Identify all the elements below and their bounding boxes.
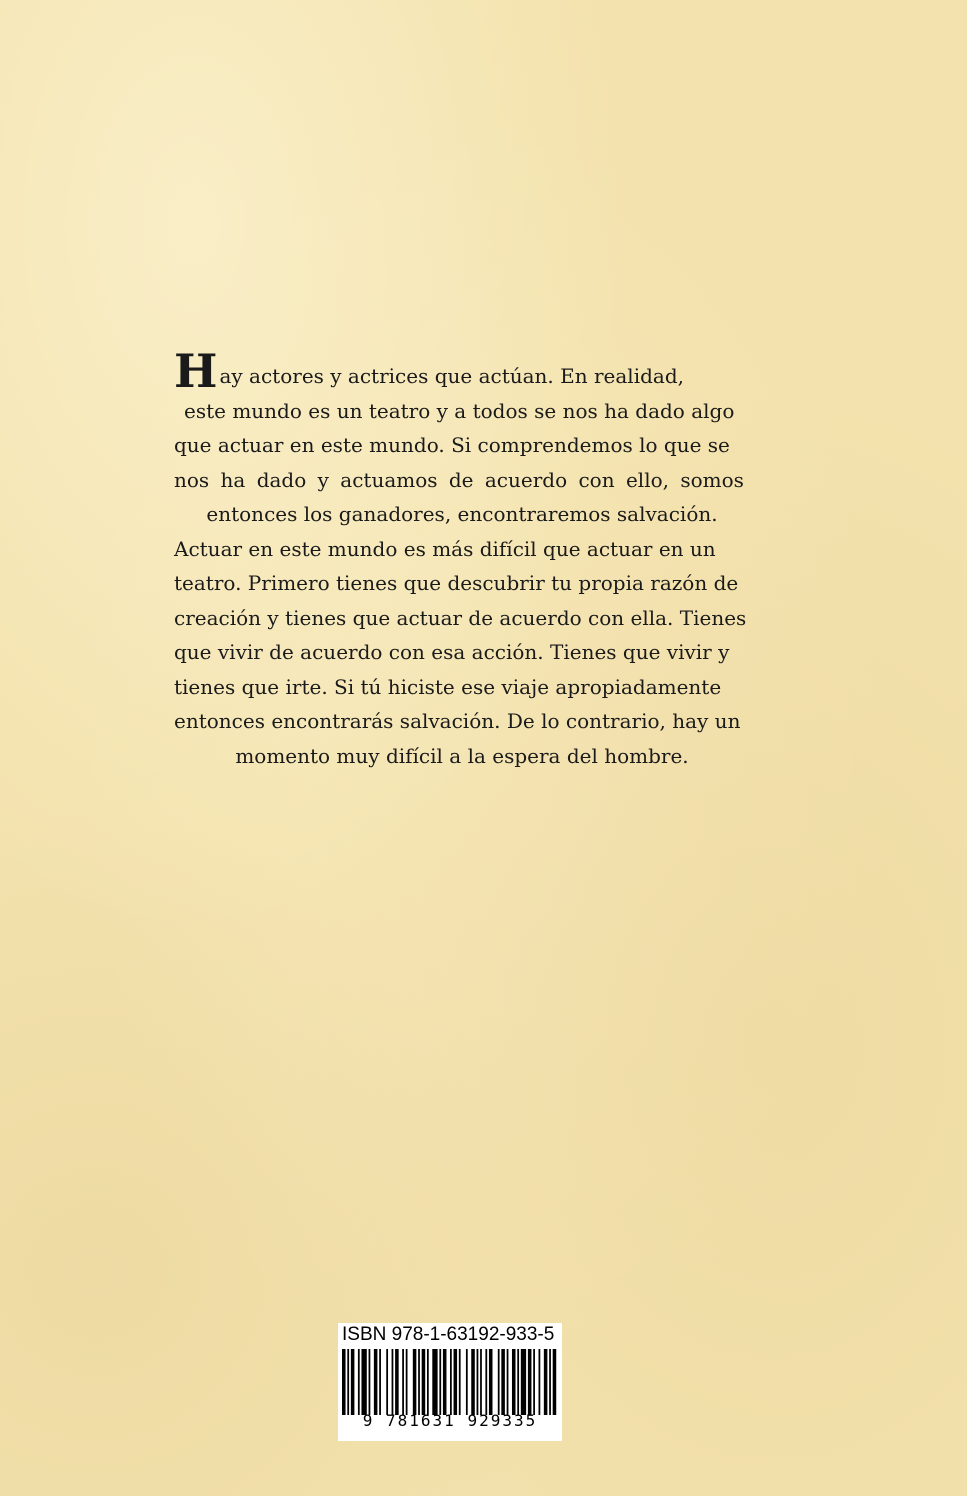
barcode-bar	[466, 1349, 468, 1415]
blurb-line-4: nos ha dado y actuamos de acuerdo con ello, somos	[174, 467, 744, 492]
barcode-bar	[480, 1349, 482, 1415]
barcode-digits: 9 781631 929335	[362, 1411, 538, 1430]
blurb-line-7: teatro. Primero tienes que descubrir tu propia razón de	[174, 571, 739, 595]
blurb-line-5: entonces los ganadores, encontraremos salvación.	[206, 502, 718, 526]
barcode-bar	[418, 1349, 420, 1415]
barcode-bar	[427, 1349, 429, 1415]
back-cover-blurb	[174, 344, 750, 773]
blurb-line-2: este mundo es un teatro y a todos se nos ha dado algo	[184, 398, 735, 423]
barcode-bar	[477, 1349, 479, 1415]
blurb-line-6: Actuar en este mundo es más difícil que actuar en un	[174, 536, 716, 561]
blurb-line-8: creación y tienes que actuar de acuerdo con ella. Tienes	[174, 605, 747, 630]
barcode-bar	[347, 1349, 349, 1415]
barcode-bar	[369, 1349, 371, 1415]
barcode-bar	[439, 1349, 441, 1415]
barcode-bar	[342, 1349, 346, 1415]
blurb-line-9: que vivir de acuerdo con esa acción. Tienes que vivir y	[174, 640, 730, 664]
barcode-bar	[489, 1349, 493, 1415]
barcode-bar	[432, 1349, 437, 1415]
barcode-bar	[512, 1349, 516, 1415]
drop-cap: H	[174, 344, 218, 398]
barcode-bar	[539, 1349, 541, 1415]
barcode-bar	[374, 1349, 378, 1415]
barcode-bar	[454, 1349, 458, 1415]
barcode-bar	[358, 1349, 360, 1415]
barcode-bar	[521, 1349, 526, 1415]
barcode-bar	[549, 1349, 551, 1415]
isbn-label: ISBN 978-1-63192-933-5	[342, 1324, 555, 1345]
barcode-bar	[443, 1349, 447, 1415]
blurb-line-12: momento muy difícil a la espera del hombre.	[235, 743, 689, 768]
barcode-bar	[450, 1349, 452, 1415]
barcode-bar	[395, 1349, 399, 1415]
barcode-bar	[379, 1349, 381, 1415]
barcode-bar	[528, 1349, 532, 1415]
barcode-bar	[361, 1349, 366, 1415]
barcode-bar	[386, 1349, 388, 1415]
isbn-barcode-box	[338, 1323, 562, 1441]
barcode-bar	[422, 1349, 426, 1415]
barcode-bar	[471, 1349, 475, 1415]
barcode-bar	[406, 1349, 408, 1415]
blurb-line-11: entonces encontrarás salvación. De lo contrario, hay un	[174, 709, 741, 733]
barcode-bar	[507, 1349, 509, 1415]
barcode-bar	[498, 1349, 500, 1415]
blurb-line-3: que actuar en este mundo. Si comprendemos lo que se	[174, 433, 730, 457]
barcode-bar	[533, 1349, 535, 1415]
barcode-bar	[553, 1349, 557, 1415]
barcode-bar	[501, 1349, 505, 1415]
barcode-bar	[392, 1349, 394, 1415]
blurb-line-10: tienes que irte. Si tú hiciste ese viaje apropiadamente	[174, 674, 722, 699]
barcode-bar	[413, 1349, 417, 1415]
barcode-bar	[351, 1349, 355, 1415]
blurb-line-1	[174, 344, 750, 398]
barcode-bar	[544, 1349, 548, 1415]
blurb-text: ay actores y actrices que actúan. En realidad,	[219, 364, 684, 388]
barcode-bar	[459, 1349, 461, 1415]
barcode-bar	[485, 1349, 487, 1415]
barcode-bar	[517, 1349, 519, 1415]
barcode-bar	[402, 1349, 404, 1415]
